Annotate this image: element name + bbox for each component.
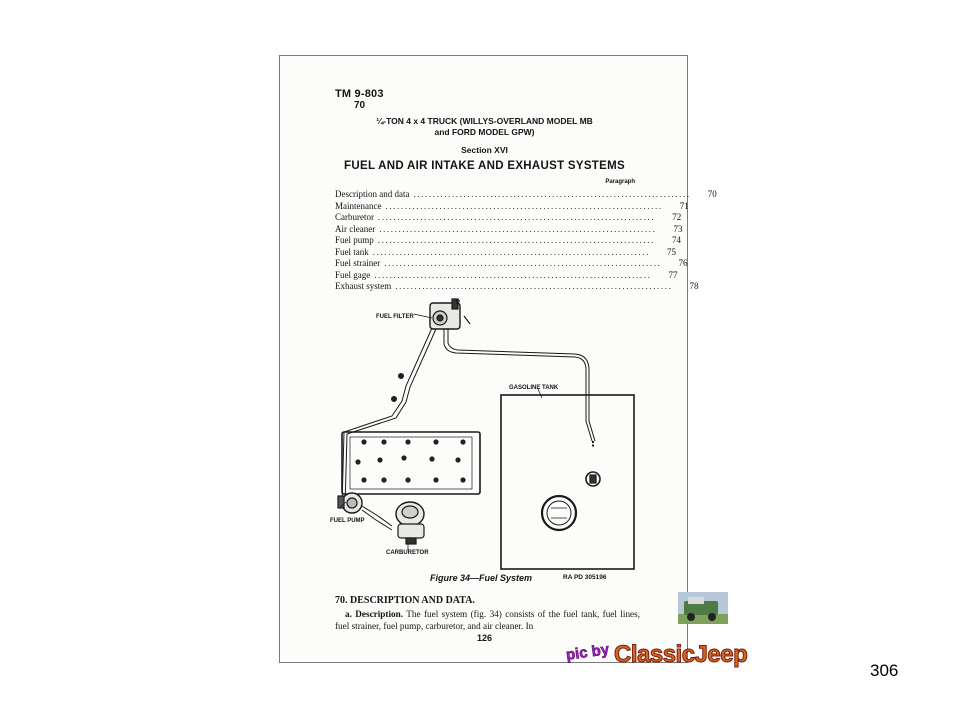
section-label: Section XVI <box>461 145 508 155</box>
page-number: 126 <box>476 633 493 643</box>
title-line-1: ¼-TON 4 x 4 TRUCK (WILLYS-OVERLAND MODEL MB <box>376 116 593 126</box>
toc-leader: ........................................................................ <box>377 235 655 245</box>
fuel-line-to-pump <box>342 328 436 506</box>
fuel-filter-drawing <box>430 299 470 329</box>
label-gasoline-tank: GASOLINE TANK <box>509 385 559 391</box>
toc-leader: ........................................................................ <box>379 223 657 234</box>
label-fuel-filter: FUEL FILTER <box>376 314 414 320</box>
section70-heading: 70. DESCRIPTION AND DATA. <box>335 595 475 606</box>
title-line-2: and FORD MODEL GPW) <box>434 127 535 137</box>
toc-number: 71 <box>679 200 689 211</box>
toc-label: Description and data <box>335 189 410 199</box>
engine-bolts <box>355 439 465 482</box>
carburetor-drawing <box>396 502 424 544</box>
toc-number: 78 <box>689 281 699 291</box>
toc-number: 76 <box>678 258 688 268</box>
toc-leader: ........................................................................ <box>384 258 662 268</box>
section-heading: FUEL AND AIR INTAKE AND EXHAUST SYSTEMS <box>344 160 625 172</box>
toc-label: Fuel gage <box>335 269 371 280</box>
body-lead: a. Description. <box>345 609 404 619</box>
gasoline-tank-drawing <box>501 395 634 569</box>
slide-number: 306 <box>870 661 899 680</box>
toc-leader: ........................................................................ <box>377 212 656 222</box>
toc-number: 73 <box>673 223 683 234</box>
classic-jeep-watermark <box>560 588 748 676</box>
label-fuel-pump: FUEL PUMP <box>330 518 365 524</box>
tm-paragraph-ref: 70 <box>354 100 366 111</box>
toc-label: Fuel strainer <box>335 258 381 268</box>
toc-label: Air cleaner <box>335 223 376 234</box>
label-carburetor: CARBURETOR <box>386 550 429 556</box>
toc-label: Fuel tank <box>335 246 369 257</box>
toc-label: Exhaust system <box>335 281 392 291</box>
watermark-brand: ClassicJeep <box>614 641 748 668</box>
body-text: The fuel system (fig. 34) consists of the fuel tank, fuel lines, fuel strainer, fuel pump, carburetor, and air cleaner. In <box>335 609 641 631</box>
watermark-prefix: pic by <box>564 641 611 664</box>
toc-leader: ........................................................................ <box>385 200 663 211</box>
toc-number: 75 <box>666 246 676 257</box>
toc-label: Carburetor <box>335 212 374 222</box>
toc-number: 74 <box>671 235 681 245</box>
paragraph-column-header: Paragraph <box>605 179 635 185</box>
toc-leader: ........................................................................ <box>372 246 650 257</box>
toc-leader: ........................................................................ <box>413 189 691 199</box>
toc-label: Maintenance <box>335 200 382 211</box>
figure-caption: Figure 34—Fuel System <box>430 573 533 583</box>
fuel-pump-drawing <box>338 493 392 530</box>
figure-ra-number: RA PD 305196 <box>563 574 607 581</box>
toc-leader: ........................................................................ <box>395 281 673 291</box>
svg-text:P: P <box>456 300 461 306</box>
toc-label: Fuel pump <box>335 235 374 245</box>
toc-number: 72 <box>672 212 682 222</box>
toc-number: 77 <box>668 269 678 280</box>
tm-number: TM 9-803 <box>335 88 384 100</box>
toc-number: 70 <box>707 189 717 199</box>
jeep-photo-icon <box>678 592 728 624</box>
toc-leader: ........................................................................ <box>374 269 652 280</box>
